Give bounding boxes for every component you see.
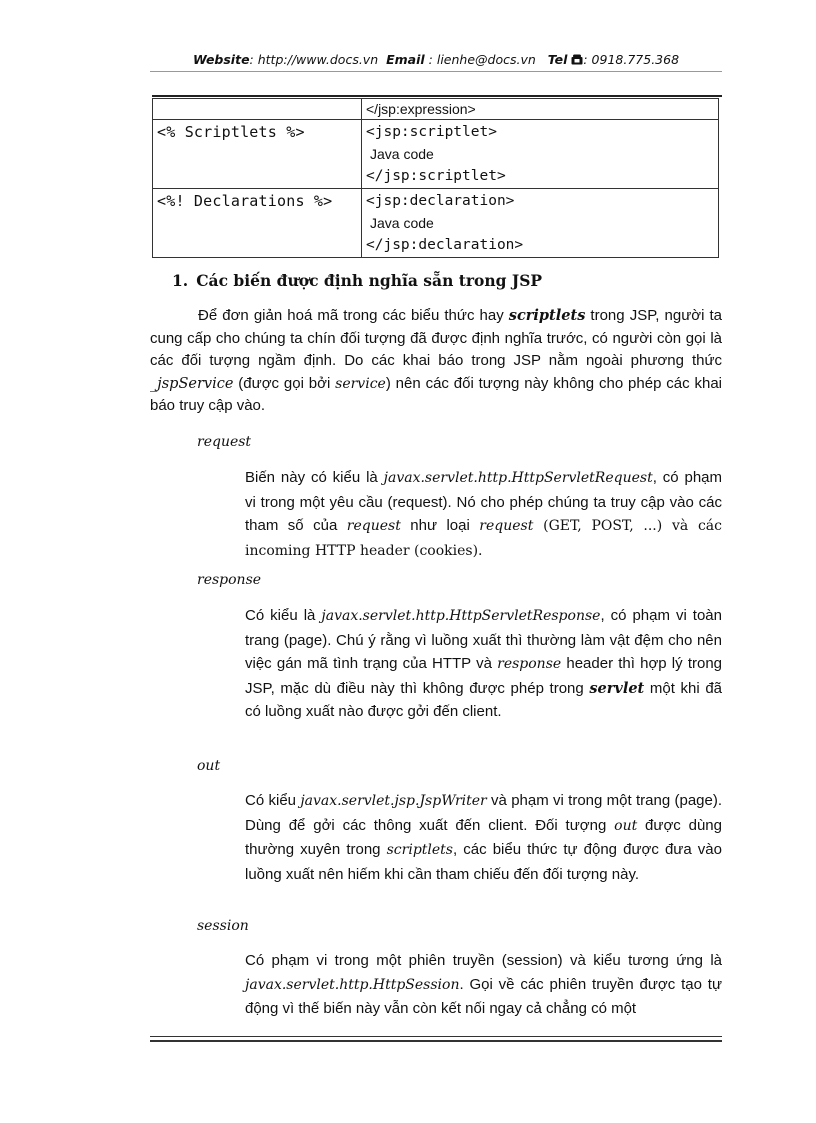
def-text: Biến này có kiểu là (245, 469, 384, 486)
email-label: Email (386, 52, 425, 67)
xml-open-tag: <jsp:declaration> (366, 193, 515, 209)
intro-paragraph (150, 305, 722, 418)
term-out: out (197, 758, 221, 774)
term-session: session (197, 918, 249, 934)
syntax-cell: <% Scriptlets %> (153, 120, 362, 189)
keyword-out: out (614, 817, 638, 834)
section-heading (172, 271, 542, 290)
syntax-cell (153, 99, 362, 120)
def-text: , có phạm vi toàn trang (page). Chú ý rằng vì luồng xuất thì thường làm vật đệm cho nên việc gán mã tình trạng của HTTP và (245, 607, 722, 672)
type-name: javax.servlet.http.HttpSession (245, 976, 460, 993)
xml-close-tag: </jsp:expression> (366, 101, 476, 117)
footer-divider (150, 1036, 722, 1037)
header-divider (150, 71, 722, 72)
def-text: , có phạm vi trong một yêu cầu (request). Nó cho phép chúng ta truy cập vào các tham số của (245, 469, 723, 534)
intro-text: Để đơn giản hoá mã trong các biểu thức hay (198, 307, 509, 324)
term-request: request (197, 434, 252, 450)
email-value: : lienhe@docs.vn (428, 52, 536, 67)
xml-close-tag: </jsp:scriptlet> (366, 168, 506, 184)
definition-out (245, 789, 722, 886)
keyword-scriptlets: scriptlets (386, 842, 453, 858)
website-label: Website (192, 52, 250, 67)
xml-cell (362, 99, 719, 120)
footer-divider-thick (150, 1040, 722, 1042)
xml-open-tag: <jsp:scriptlet> (366, 124, 497, 140)
type-name: javax.servlet.http.HttpServletRequest (383, 470, 653, 486)
phone-icon (571, 53, 583, 68)
intro-text: trong JSP, người ta cung cấp cho chúng ta chín đối tượng đã được định nghĩa trước, có người còn gọi là các đối tượng ngầm định. Do các khai báo trong JSP nằm ngoài phương thức (150, 307, 722, 369)
definition-request (245, 466, 722, 563)
xml-cell (362, 189, 719, 258)
def-text: (GET, POST, ...) và các incoming HTTP header (cookies). (245, 518, 722, 559)
def-text: , các biểu thức tự động được đưa vào luồng xuất nên hiếm khi cần tham chiếu đến đối tượng này. (245, 841, 722, 883)
definition-response (245, 604, 722, 724)
table-row (153, 99, 719, 120)
def-text: được dùng thường xuyên trong (245, 816, 722, 858)
def-text: header thì hợp lý trong JSP, mặc dù điều này thì không được phép trong (245, 655, 723, 697)
intro-text: (được gọi bởi (233, 374, 336, 392)
tel-label: Tel (547, 52, 568, 67)
keyword-servlet: servlet (589, 679, 645, 697)
def-text: và phạm vi trong một trang (page). Dùng để gởi các thông xuất đến client. Đối tượng (245, 792, 723, 834)
section-number: 1. (172, 271, 189, 290)
keyword-request: request (346, 518, 401, 534)
def-text: như loại (400, 517, 480, 534)
def-text: một khi đã có luồng xuất nào được gởi đến client. (245, 679, 722, 720)
java-code-text: Java code (370, 146, 434, 162)
intro-text: ) nên các đối tượng này không cho phép các khai báo truy cập vào. (150, 374, 722, 414)
syntax-cell: <%! Declarations %> (153, 189, 362, 258)
keyword-response: response (497, 656, 562, 672)
definition-session (245, 949, 722, 1021)
table-row (153, 120, 719, 189)
section-title: Các biến được định nghĩa sẵn trong JSP (196, 271, 543, 290)
type-name: javax.servlet.http.HttpServletResponse (321, 608, 601, 624)
type-name: javax.servlet.jsp.JspWriter (300, 793, 487, 809)
keyword-scriptlets: scriptlets (508, 307, 586, 324)
keyword-jspservice: _jspService (150, 375, 234, 392)
def-text: Có kiểu (245, 792, 301, 809)
def-text: Có phạm vi trong một phiên truyền (session) và kiểu tương ứng là (245, 952, 722, 969)
keyword-request: request (479, 518, 534, 534)
tel-value: : 0918.775.368 (583, 52, 680, 67)
def-text: Có kiểu là (245, 607, 322, 624)
def-text: . Gọi về các phiên truyền được tạo tự động vì thế biến này vẫn còn kết nối ngay cả chẳng có một (245, 975, 722, 1017)
keyword-service: service (335, 375, 386, 392)
jsp-syntax-table (152, 98, 719, 258)
website-value: : http://www.docs.vn (249, 52, 379, 67)
term-response: response (197, 572, 262, 588)
page-header (150, 52, 722, 68)
java-code-text: Java code (370, 215, 434, 231)
xml-cell (362, 120, 719, 189)
xml-close-tag: </jsp:declaration> (366, 237, 524, 253)
table-row (153, 189, 719, 258)
table-top-rule (152, 95, 722, 97)
